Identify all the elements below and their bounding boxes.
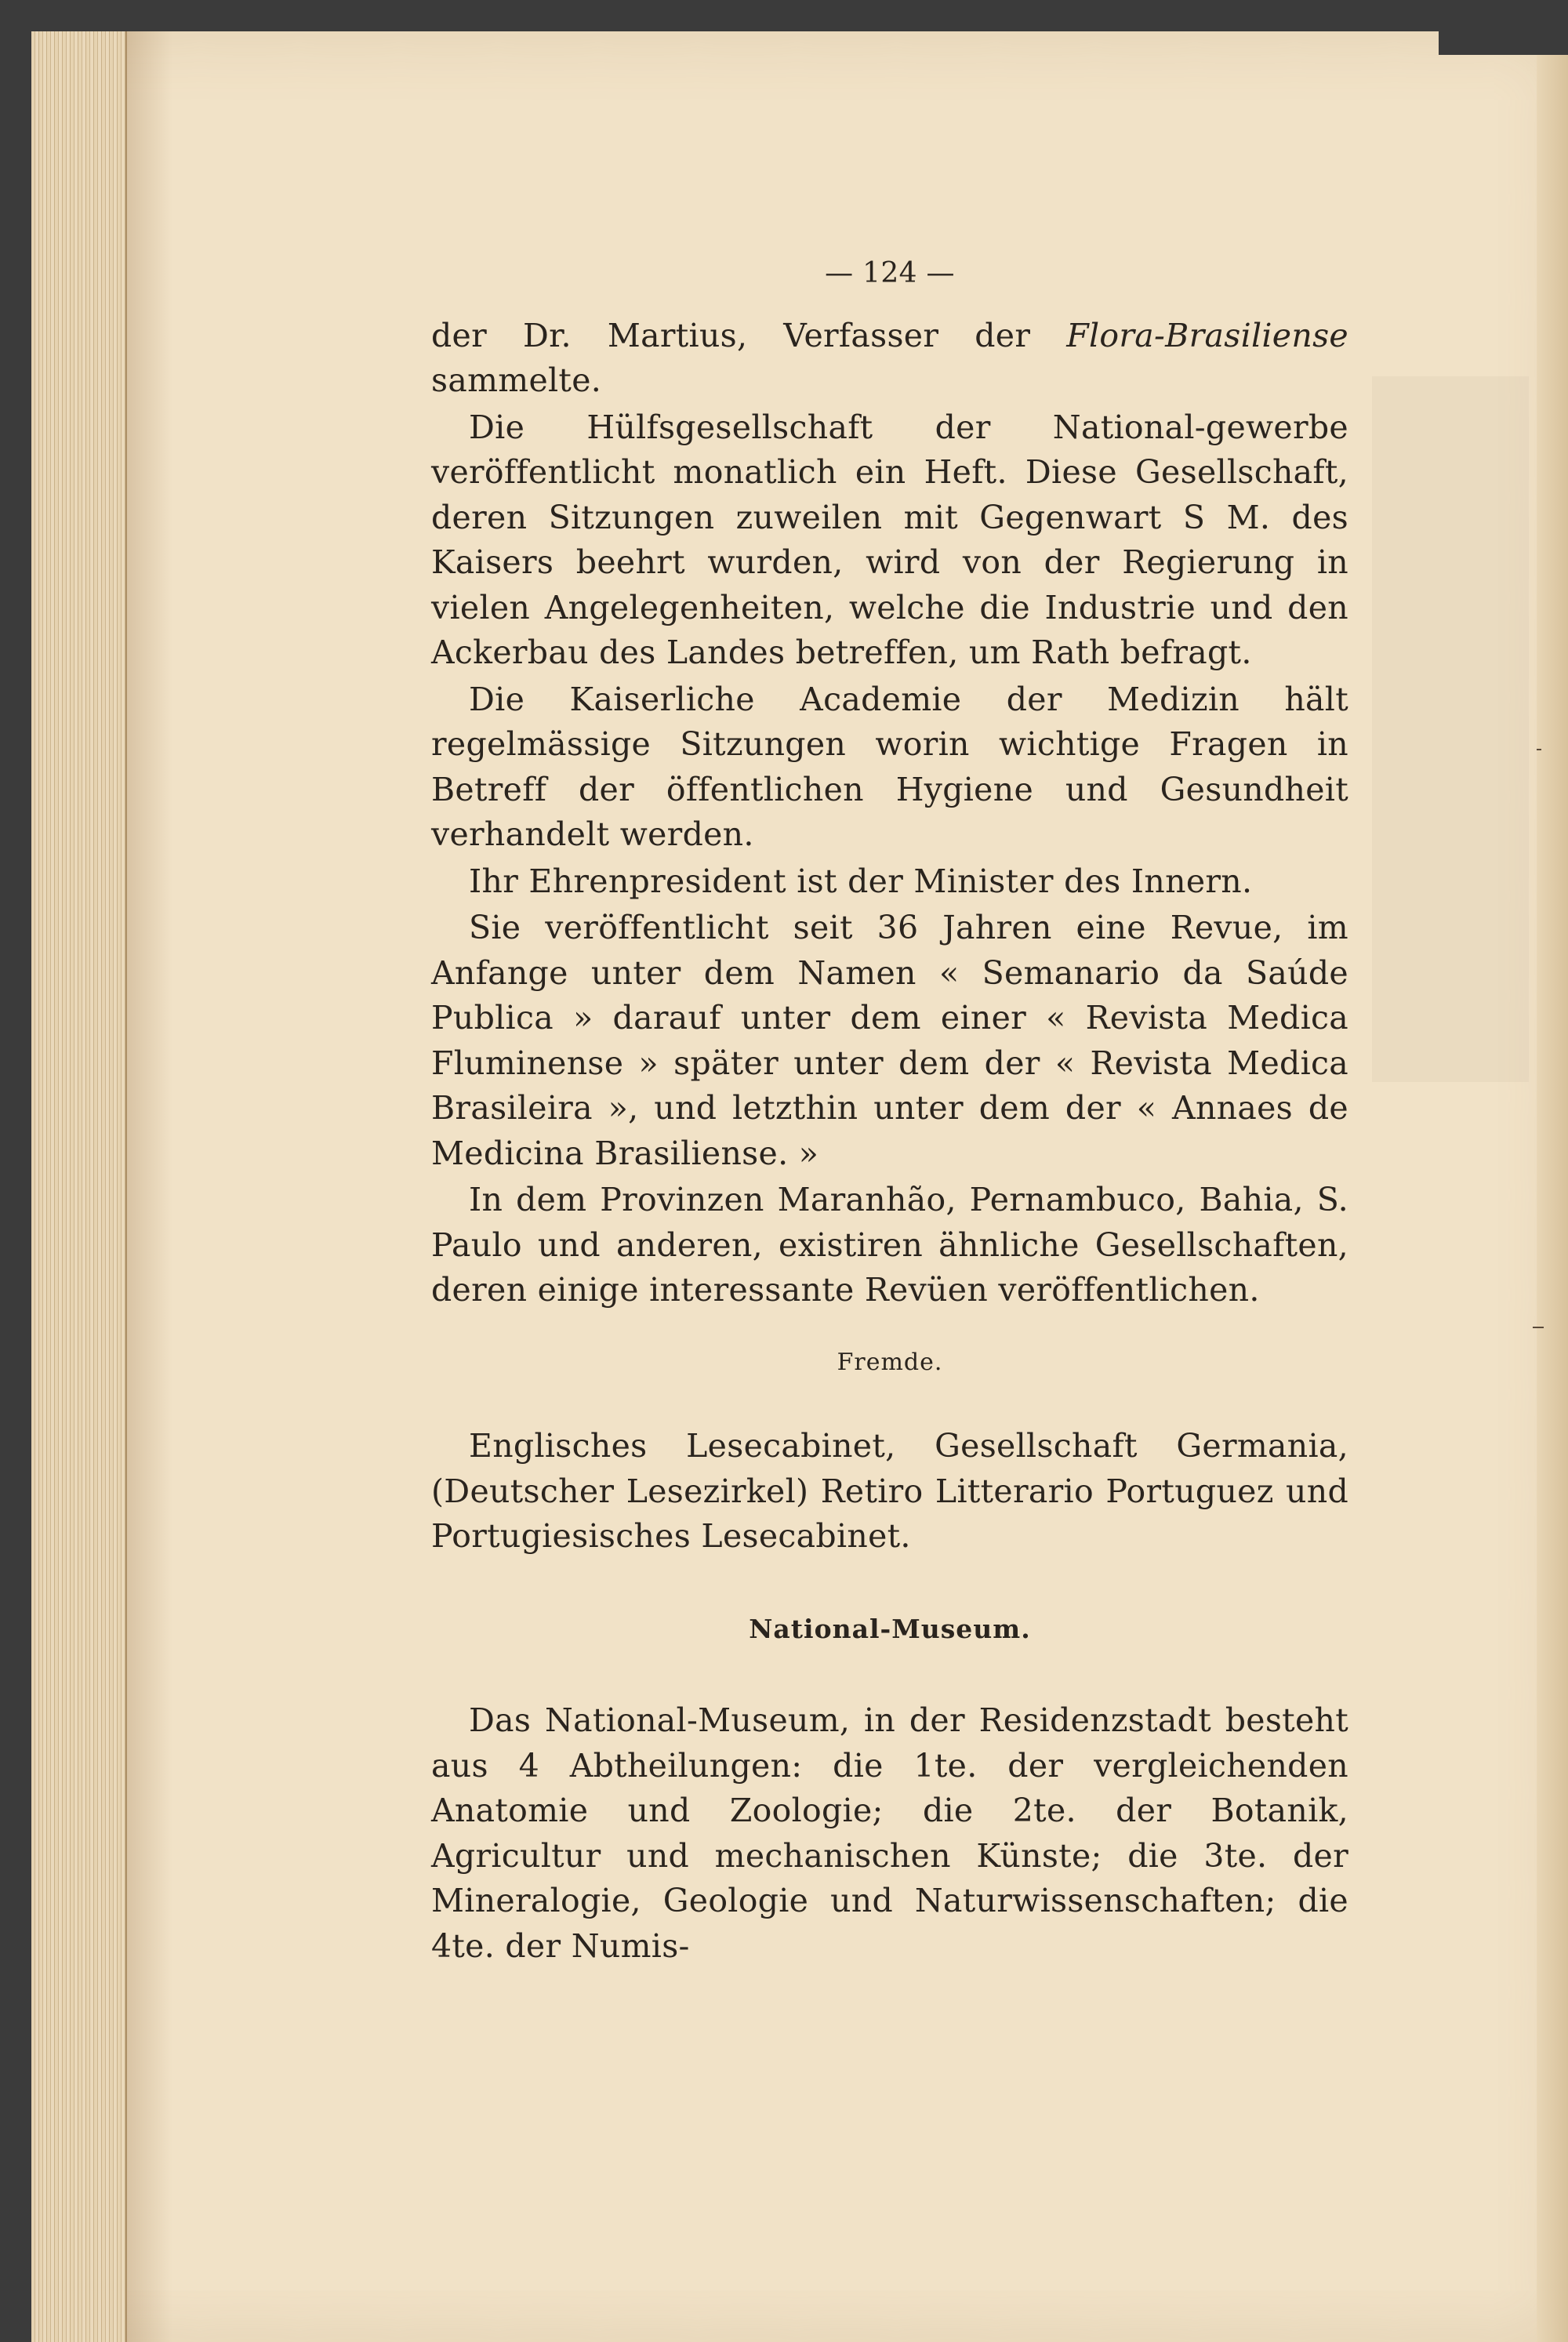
- margin-mark: [1537, 749, 1541, 750]
- paragraph-academie: Die Kaiserliche Academie der Medizin hält regelmässige Sitzungen worin wichtige Fragen in Betreff der öffentlichen Hygiene und Gesundheit verhandelt werden.: [431, 680, 1348, 853]
- dark-background-corner: [1439, 0, 1568, 55]
- paragraph-fremde: Englisches Lesecabinet, Gesellschaft Germania, (Deutscher Lesezirkel) Retiro Litterario Portuguez und Portugiesisches Lesecabinet.: [431, 1427, 1348, 1555]
- section-heading-national-museum: National-Museum.: [749, 1613, 1031, 1644]
- paragraph-revue: Sie veröffentlicht seit 36 Jahren eine Revue, im Anfange unter dem Namen « Semanario da Saúde Publica » darauf unter dem einer « Revista Medica Fluminense » später unter dem der « Revista Medica Brasileira », und letzthin unter dem der « Annaes de Medicina Brasiliense. »: [431, 909, 1348, 1172]
- section-heading-fremde: Fremde.: [837, 1348, 943, 1376]
- margin-mark: [1533, 1327, 1544, 1328]
- bleed-through-shadow: [1372, 376, 1529, 1082]
- page-number: — 124 —: [825, 257, 955, 289]
- text-run: sammelte.: [431, 361, 602, 399]
- page-stack-edges: [31, 31, 127, 2342]
- text-run: der Dr. Martius, Verfasser der: [431, 316, 1067, 354]
- paragraph-martius: [431, 314, 1348, 404]
- paragraph-ehrenpresident: Ihr Ehrenpresident ist der Minister des Innern.: [469, 862, 1253, 900]
- paragraph-national-museum: Das National-Museum, in der Residenzstadt besteht aus 4 Abtheilungen: die 1te. der vergleichenden Anatomie und Zoologie; die 2te. der Botanik, Agricultur und mechanischen Künste; die 3te. der Mineralogie, Geologie und Naturwissenschaften; die 4te. der Numis-: [431, 1701, 1348, 1965]
- paragraph-huelfsgesellschaft: Die Hülfsgesellschaft der National-gewerbe veröffentlicht monatlich ein Heft. Diese Gesellschaft, deren Sitzungen zuweilen mit Gegenwart S M. des Kaisers beehrt wurden, wird von der Regierung in vielen Angelegenheiten, welche die Industrie und den Ackerbau des Landes betreffen, um Rath befragt.: [431, 408, 1348, 671]
- page-text-block: [431, 251, 1348, 1970]
- paragraph-provinzen: In dem Provinzen Maranhão, Pernambuco, Bahia, S. Paulo und anderen, existiren ähnliche Gesellschaften, deren einige interessante Revüen veröffentlichen.: [431, 1181, 1348, 1309]
- gutter-shadow: [125, 31, 172, 2342]
- right-page-edge: [1537, 31, 1568, 2342]
- book-title: Flora-Brasiliense: [1066, 316, 1348, 354]
